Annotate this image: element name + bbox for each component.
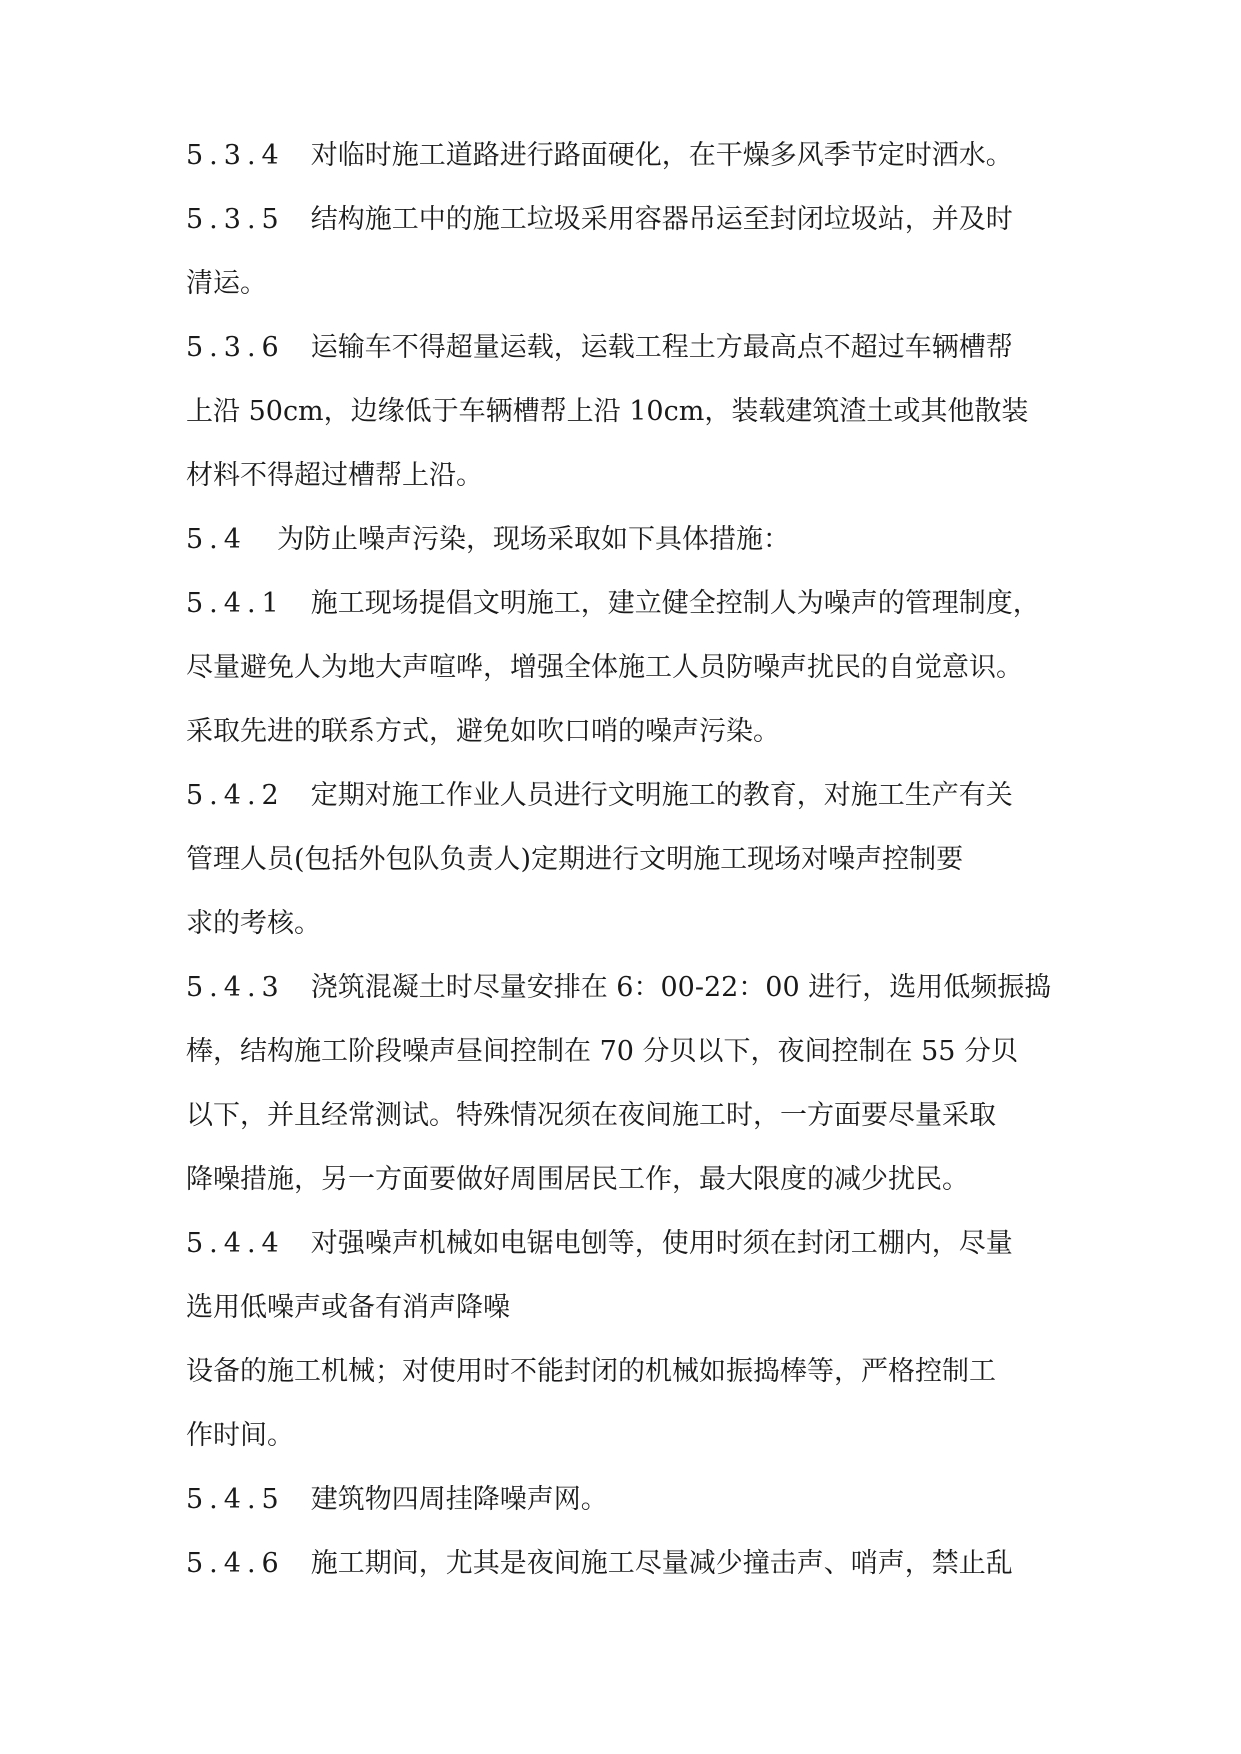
text-line (186, 892, 1066, 956)
text-line (186, 316, 1066, 380)
text-line (186, 764, 1066, 828)
clause-text: 上沿 50cm，边缘低于车辆槽帮上沿 10cm，装载建筑渣土或其他散装 (186, 396, 1029, 427)
clause-text: 定期对施工作业人员进行文明施工的教育，对施工生产有关 (310, 780, 1013, 811)
clause-text: 运输车不得超量运载，运载工程土方最高点不超过车辆槽帮 (310, 332, 1013, 363)
clause-text: 对临时施工道路进行路面硬化，在干燥多风季节定时洒水。 (310, 140, 1013, 171)
clause-text: 结构施工中的施工垃圾采用容器吊运至封闭垃圾站，并及时 (310, 204, 1013, 235)
clause-text: 对强噪声机械如电锯电刨等，使用时须在封闭工棚内，尽量 (310, 1228, 1013, 1259)
text-line (186, 1148, 1066, 1212)
text-line (186, 572, 1066, 636)
clause-number: 5.4.3 (186, 972, 285, 1003)
clause-text: 以下，并且经常测试。特殊情况须在夜间施工时，一方面要尽量采取 (186, 1100, 996, 1131)
clause-number: 5.3.4 (186, 140, 285, 171)
text-line (186, 1276, 1066, 1340)
text-line (186, 188, 1066, 252)
text-line (186, 124, 1066, 188)
clause-text: 施工期间，尤其是夜间施工尽量减少撞击声、哨声，禁止乱 (310, 1548, 1013, 1579)
text-line (186, 636, 1066, 700)
clause-text: 降噪措施，另一方面要做好周围居民工作，最大限度的减少扰民。 (186, 1164, 969, 1195)
text-line (186, 1468, 1066, 1532)
text-line (186, 508, 1066, 572)
clause-text: 施工现场提倡文明施工，建立健全控制人为噪声的管理制度， (310, 588, 1040, 619)
text-line (186, 1020, 1066, 1084)
clause-text: 选用低噪声或备有消声降噪 (186, 1292, 510, 1323)
clause-text: 设备的施工机械；对使用时不能封闭的机械如振捣棒等，严格控制工 (186, 1356, 996, 1387)
clause-text: 尽量避免人为地大声喧哗，增强全体施工人员防噪声扰民的自觉意识。 (186, 652, 1023, 683)
text-line (186, 380, 1066, 444)
text-line (186, 1532, 1066, 1596)
clause-number: 5.4.1 (186, 588, 285, 619)
clause-text: 建筑物四周挂降噪声网。 (310, 1484, 608, 1515)
text-line (186, 956, 1066, 1020)
clause-text: 管理人员(包括外包队负责人)定期进行文明施工现场对噪声控制要 (186, 844, 964, 875)
clause-text: 棒，结构施工阶段噪声昼间控制在 70 分贝以下，夜间控制在 55 分贝 (186, 1036, 1019, 1067)
clause-text: 采取先进的联系方式，避免如吹口哨的噪声污染。 (186, 716, 780, 747)
text-line (186, 1212, 1066, 1276)
text-line (186, 1340, 1066, 1404)
clause-number: 5.4.4 (186, 1228, 285, 1259)
text-line (186, 252, 1066, 316)
clause-text: 浇筑混凝土时尽量安排在 6：00-22：00 进行，选用低频振捣 (310, 972, 1052, 1003)
clause-text: 为防止噪声污染，现场采取如下具体措施： (276, 524, 790, 555)
clause-number: 5.4.6 (186, 1548, 285, 1579)
clause-number: 5.4 (186, 524, 247, 555)
clause-number: 5.3.6 (186, 332, 285, 363)
clause-number: 5.4.2 (186, 780, 285, 811)
text-line (186, 828, 1066, 892)
clause-text: 材料不得超过槽帮上沿。 (186, 460, 483, 491)
text-line (186, 444, 1066, 508)
document-page (186, 124, 1066, 1596)
clause-text: 作时间。 (186, 1420, 294, 1451)
text-line (186, 1084, 1066, 1148)
text-line (186, 1404, 1066, 1468)
clause-text: 求的考核。 (186, 908, 321, 939)
text-line (186, 700, 1066, 764)
clause-text: 清运。 (186, 268, 267, 299)
clause-number: 5.4.5 (186, 1484, 285, 1515)
clause-number: 5.3.5 (186, 204, 285, 235)
